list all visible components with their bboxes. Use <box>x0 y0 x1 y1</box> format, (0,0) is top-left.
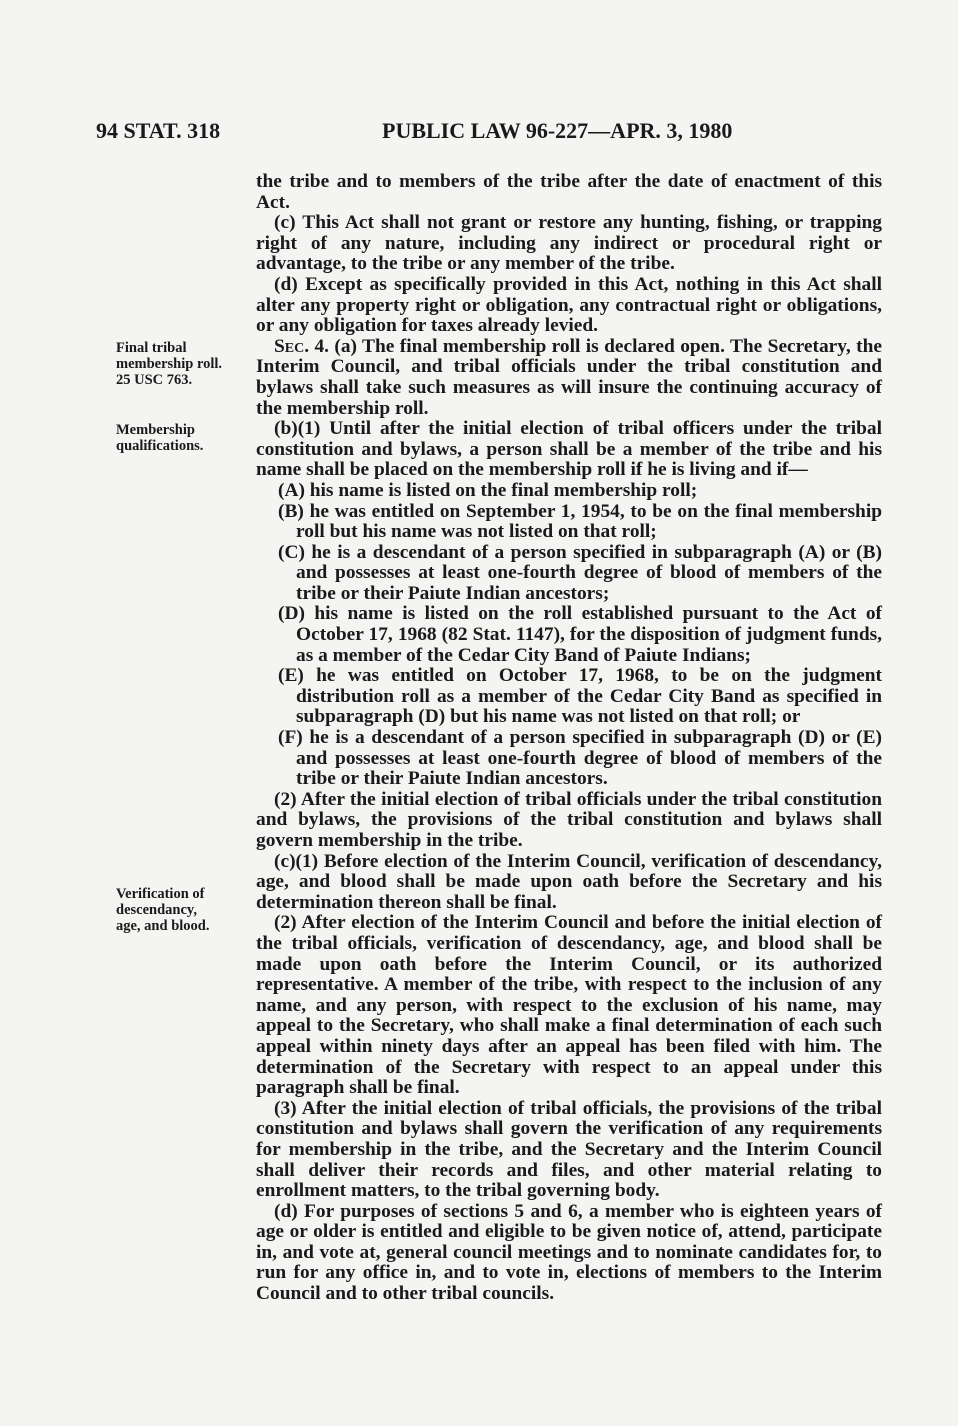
margin-note-verification: Verification of descendancy, age, and blood. <box>116 886 210 934</box>
statute-page-reference: 94 STAT. 318 <box>96 118 221 143</box>
paragraph-c3: (3) After the initial election of tribal officials, the provisions of the tribal constitution and bylaws shall govern the verification of any requirements for membership in the tribe, and the Secretary and the Interim Council shall deliver their records and files, and other material relating to enrollment matters, to the tribal governing body. <box>256 1097 882 1202</box>
paragraph-d: (d) For purposes of sections 5 and 6, a member who is eighteen years of age or older is entitled and eligible to be given notice of, attend, participate in, and vote at, general council meetings and to nominate candidates for, to run for any office in, and to vote in, elections of members to the Interim Council and to other tribal councils. <box>256 1200 882 1305</box>
statute-body <box>256 172 882 1305</box>
section-4a <box>256 337 882 419</box>
subparagraph-b: (B) he was entitled on September 1, 1954, to be on the final membership roll but his name was not listed on that roll; <box>278 500 882 543</box>
subparagraph-e: (E) he was entitled on October 17, 1968, to be on the judgment distribution roll as a member of the Cedar City Band as specified in subparagraph (D) but his name was not listed on that roll; or <box>278 665 882 728</box>
public-law-title: PUBLIC LAW 96-227—APR. 3, 1980 <box>382 118 733 143</box>
margin-note-final-tribal-roll: Final tribal membership roll. 25 USC 763. <box>116 340 223 388</box>
page-header <box>96 118 796 154</box>
subparagraph-f: (F) he is a descendant of a person specified in subparagraph (D) or (E) and possesses at least one-fourth degree of blood of members of the tribe or their Paiute Indian ancestors. <box>278 727 882 790</box>
subparagraph-a: (A) his name is listed on the final membership roll; <box>278 479 698 501</box>
section-4-label: Sec. 4. <box>274 335 330 357</box>
paragraph-continuation: the tribe and to members of the tribe after the date of enactment of this Act. <box>256 171 882 213</box>
paragraph-b2: (2) After the initial election of tribal officials under the tribal constitution and bylaws, the provisions of the tribal constitution and bylaws shall govern membership in the tribe. <box>256 788 882 851</box>
paragraph-3c: (c) This Act shall not grant or restore any hunting, fishing, or trapping right of any nature, including any indirect or procedural right or advantage, to the tribe or any member of the tribe. <box>256 212 882 275</box>
paragraph-3d: (d) Except as specifically provided in this Act, nothing in this Act shall alter any property right or obligation, any contractual right or obligations, or any obligation for taxes already levied. <box>256 273 882 337</box>
paragraph-b1: (b)(1) Until after the initial election of tribal officers under the tribal constitution and bylaws, a person shall be a member of the tribe and his name shall be placed on the membership roll if he is living and if— <box>256 418 882 481</box>
paragraph-c1: (c)(1) Before election of the Interim Council, verification of descendancy, age, and blood shall be made upon oath before the Secretary and his determination thereon shall be final. <box>256 850 882 913</box>
subparagraph-d: (D) his name is listed on the roll established pursuant to the Act of October 17, 1968 (82 Stat. 1147), for the disposition of judgment funds, as a member of the Cedar City Band of Paiute Indians; <box>278 603 882 666</box>
subparagraph-c: (C) he is a descendant of a person specified in subparagraph (A) or (B) and possesses at least one-fourth degree of blood of members of the tribe or their Paiute Indian ancestors; <box>278 541 882 604</box>
section-4a-text: (a) The final membership roll is declared open. The Secretary, the Interim Council, and tribal officials under the tribal constitution and bylaws shall take such measures as will insure the continuing accuracy of the membership roll. <box>256 335 882 419</box>
paragraph-c2: (2) After election of the Interim Council and before the initial election of the tribal officials, verification of descendancy, age, and blood shall be made upon oath before the Interim Council, or its authorized representative. A member of the tribe, with respect to the inclusion of any name, and any person, with respect to the exclusion of his name, may appeal to the Secretary, who shall make a final determination of each such appeal within ninety days after an appeal has been filed with him. The determination of the Secretary with respect to an appeal under this paragraph shall be final. <box>256 912 882 1099</box>
margin-note-membership-qualifications: Membership qualifications. <box>116 422 204 454</box>
